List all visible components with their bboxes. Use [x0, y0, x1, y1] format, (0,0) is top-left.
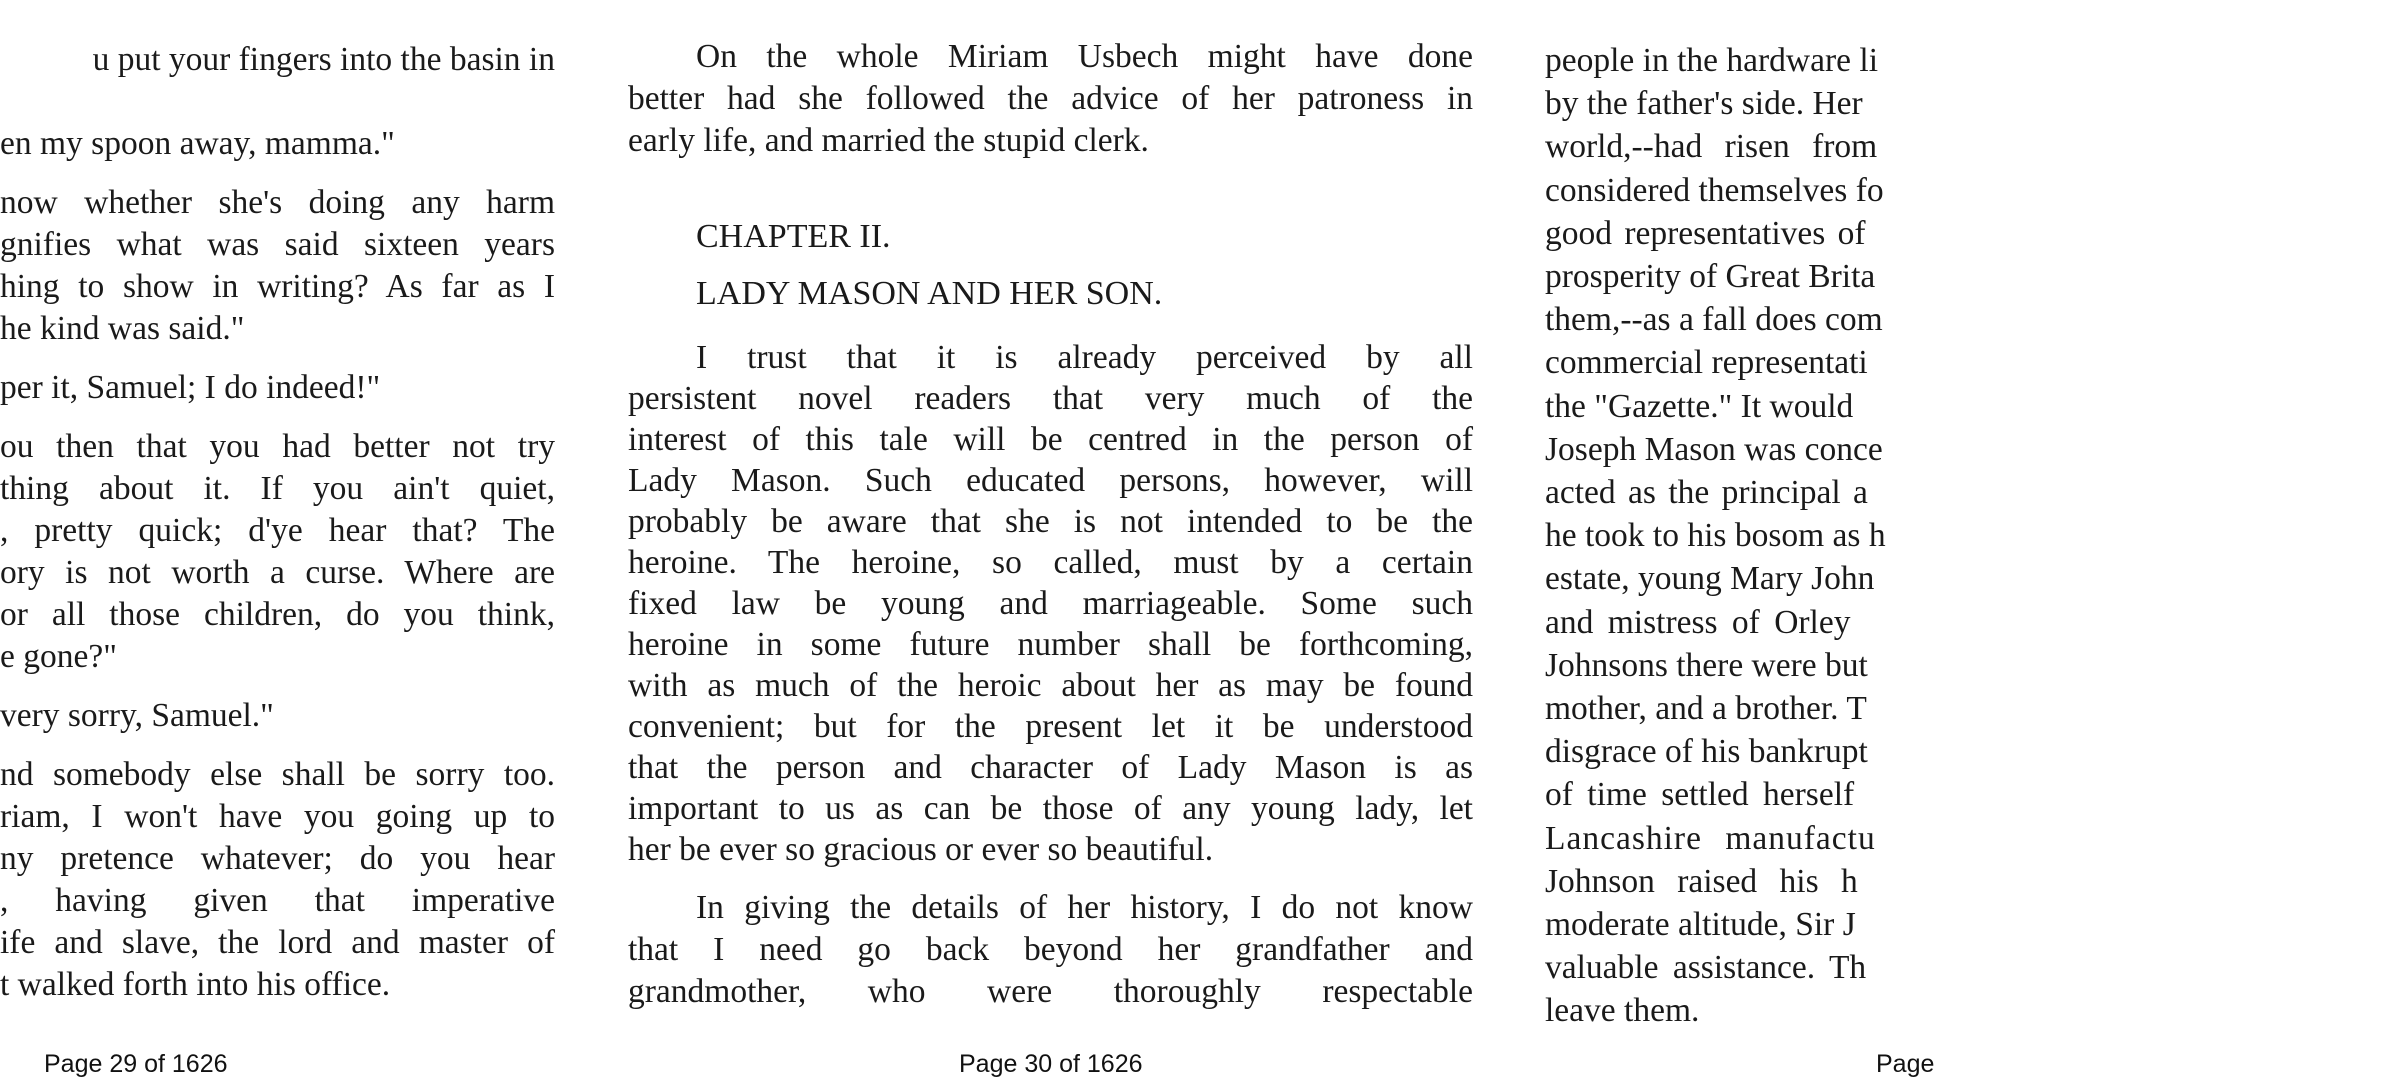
text-line: disgrace of his bankrupt	[1545, 733, 1868, 771]
paragraph	[628, 337, 1473, 870]
text-line: moderate altitude, Sir J	[1545, 906, 1856, 944]
text-line: important to us as can be those of any young lady, let	[628, 790, 1473, 827]
text-line: u put your fingers into the basin in	[92, 41, 555, 78]
text-line: probably be aware that she is not intended to be the	[628, 503, 1473, 540]
text-line: the "Gazette." It would	[1545, 387, 1854, 425]
text-line: better had she followed the advice of her patroness in	[628, 80, 1473, 117]
text-line: riam, I won't have you going up to	[0, 798, 555, 835]
paragraph	[628, 887, 1473, 1013]
page-left-text	[0, 39, 555, 1023]
text-line: ny pretence whatever; do you hear	[0, 840, 555, 877]
text-line: e gone?"	[0, 638, 117, 675]
page-left	[0, 0, 580, 1080]
text-line: with as much of the heroic about her as may be found	[628, 667, 1473, 704]
page-number: Page 30 of 1626	[959, 1050, 1143, 1078]
text-line: In giving the details of her history, I do not know	[696, 889, 1473, 926]
text-line: her be ever so gracious or ever so beautiful.	[628, 831, 1214, 868]
paragraph	[0, 426, 555, 678]
text-line: mother, and a brother. T	[1545, 690, 1867, 728]
text-line: thing about it. If you ain't quiet,	[0, 470, 555, 507]
paragraph	[1545, 39, 2390, 1033]
paragraph	[0, 39, 555, 81]
paragraph	[0, 123, 555, 165]
text-line: acted as the principal a	[1545, 474, 1868, 512]
text-line: heroine in some future number shall be forthcoming,	[628, 626, 1473, 663]
text-line: Lady Mason. Such educated persons, however, will	[628, 462, 1473, 499]
text-line: ife and slave, the lord and master of	[0, 924, 555, 961]
paragraph	[0, 182, 555, 350]
chapter-subtitle	[628, 273, 1473, 315]
page-number: Page	[1876, 1050, 1935, 1078]
text-line: nd somebody else shall be sorry too.	[0, 756, 555, 793]
text-line: or all those children, do you think,	[0, 596, 555, 633]
text-line: On the whole Miriam Usbech might have done	[696, 38, 1473, 75]
page-center-text	[628, 36, 1473, 1030]
text-line: persistent novel readers that very much of the	[628, 380, 1473, 417]
paragraph	[0, 754, 555, 1006]
paragraph	[0, 367, 555, 409]
page-center	[580, 0, 1530, 1080]
text-line: prosperity of Great Brita	[1545, 258, 1876, 296]
text-line: Johnson raised his h	[1545, 862, 1858, 900]
text-line: , pretty quick; d'ye hear that? The	[0, 512, 555, 549]
text-line: leave them.	[1545, 992, 1700, 1030]
text-line: people in the hardware li	[1545, 42, 1879, 79]
text-line: convenient; but for the present let it be understood	[628, 708, 1473, 745]
text-line: fixed law be young and marriageable. Some such	[628, 585, 1473, 622]
text-line: by the father's side. Her	[1545, 85, 1863, 123]
text-line: hing to show in writing? As far as I	[0, 268, 555, 305]
text-line: Joseph Mason was conce	[1545, 430, 1883, 468]
chapter-subtitle-text: LADY MASON AND HER SON.	[696, 275, 1163, 312]
text-line: grandmother, who were thoroughly respectable	[628, 973, 1473, 1010]
text-line: heroine. The heroine, so called, must by a certain	[628, 544, 1473, 581]
text-line: of time settled herself	[1545, 776, 1855, 814]
text-line: ory is not worth a curse. Where are	[0, 554, 555, 591]
text-line: early life, and married the stupid clerk.	[628, 122, 1149, 159]
text-line: world,--had risen from	[1545, 128, 1878, 166]
page-right	[1530, 0, 1935, 1080]
text-line: t walked forth into his office.	[0, 966, 391, 1003]
text-line: Johnsons there were but	[1545, 646, 1868, 684]
text-line: en my spoon away, mamma."	[0, 125, 395, 162]
text-line: , having given that imperative	[0, 882, 555, 919]
page-number: Page 29 of 1626	[44, 1050, 228, 1078]
chapter-title	[628, 216, 1473, 258]
text-line: very sorry, Samuel."	[0, 697, 274, 734]
text-line: Lancashire manufactu	[1545, 819, 1876, 857]
text-line: them,--as a fall does com	[1545, 301, 1883, 339]
text-line: good representatives of	[1545, 214, 1866, 252]
text-line: and mistress of Orley	[1545, 603, 1851, 641]
text-line: I trust that it is already perceived by all	[696, 339, 1473, 376]
text-line: ou then that you had better not try	[0, 428, 555, 465]
text-line: he kind was said."	[0, 310, 245, 347]
text-line: estate, young Mary John	[1545, 560, 1875, 598]
text-line: considered themselves fo	[1545, 171, 1884, 209]
paragraph	[0, 695, 555, 737]
page-right-text	[1545, 39, 2390, 1050]
text-line: he took to his bosom as h	[1545, 517, 1886, 555]
text-line: that the person and character of Lady Mason is as	[628, 749, 1473, 786]
text-line: that I need go back beyond her grandfather and	[628, 931, 1473, 968]
text-line: gnifies what was said sixteen years	[0, 226, 555, 263]
text-line: now whether she's doing any harm	[0, 184, 555, 221]
paragraph	[628, 36, 1473, 162]
text-line: commercial representati	[1545, 344, 1868, 382]
text-line: valuable assistance. Th	[1545, 949, 1867, 987]
text-line: interest of this tale will be centred in the person of	[628, 421, 1473, 458]
chapter-title-text: CHAPTER II.	[696, 218, 891, 255]
text-line: per it, Samuel; I do indeed!"	[0, 369, 381, 406]
